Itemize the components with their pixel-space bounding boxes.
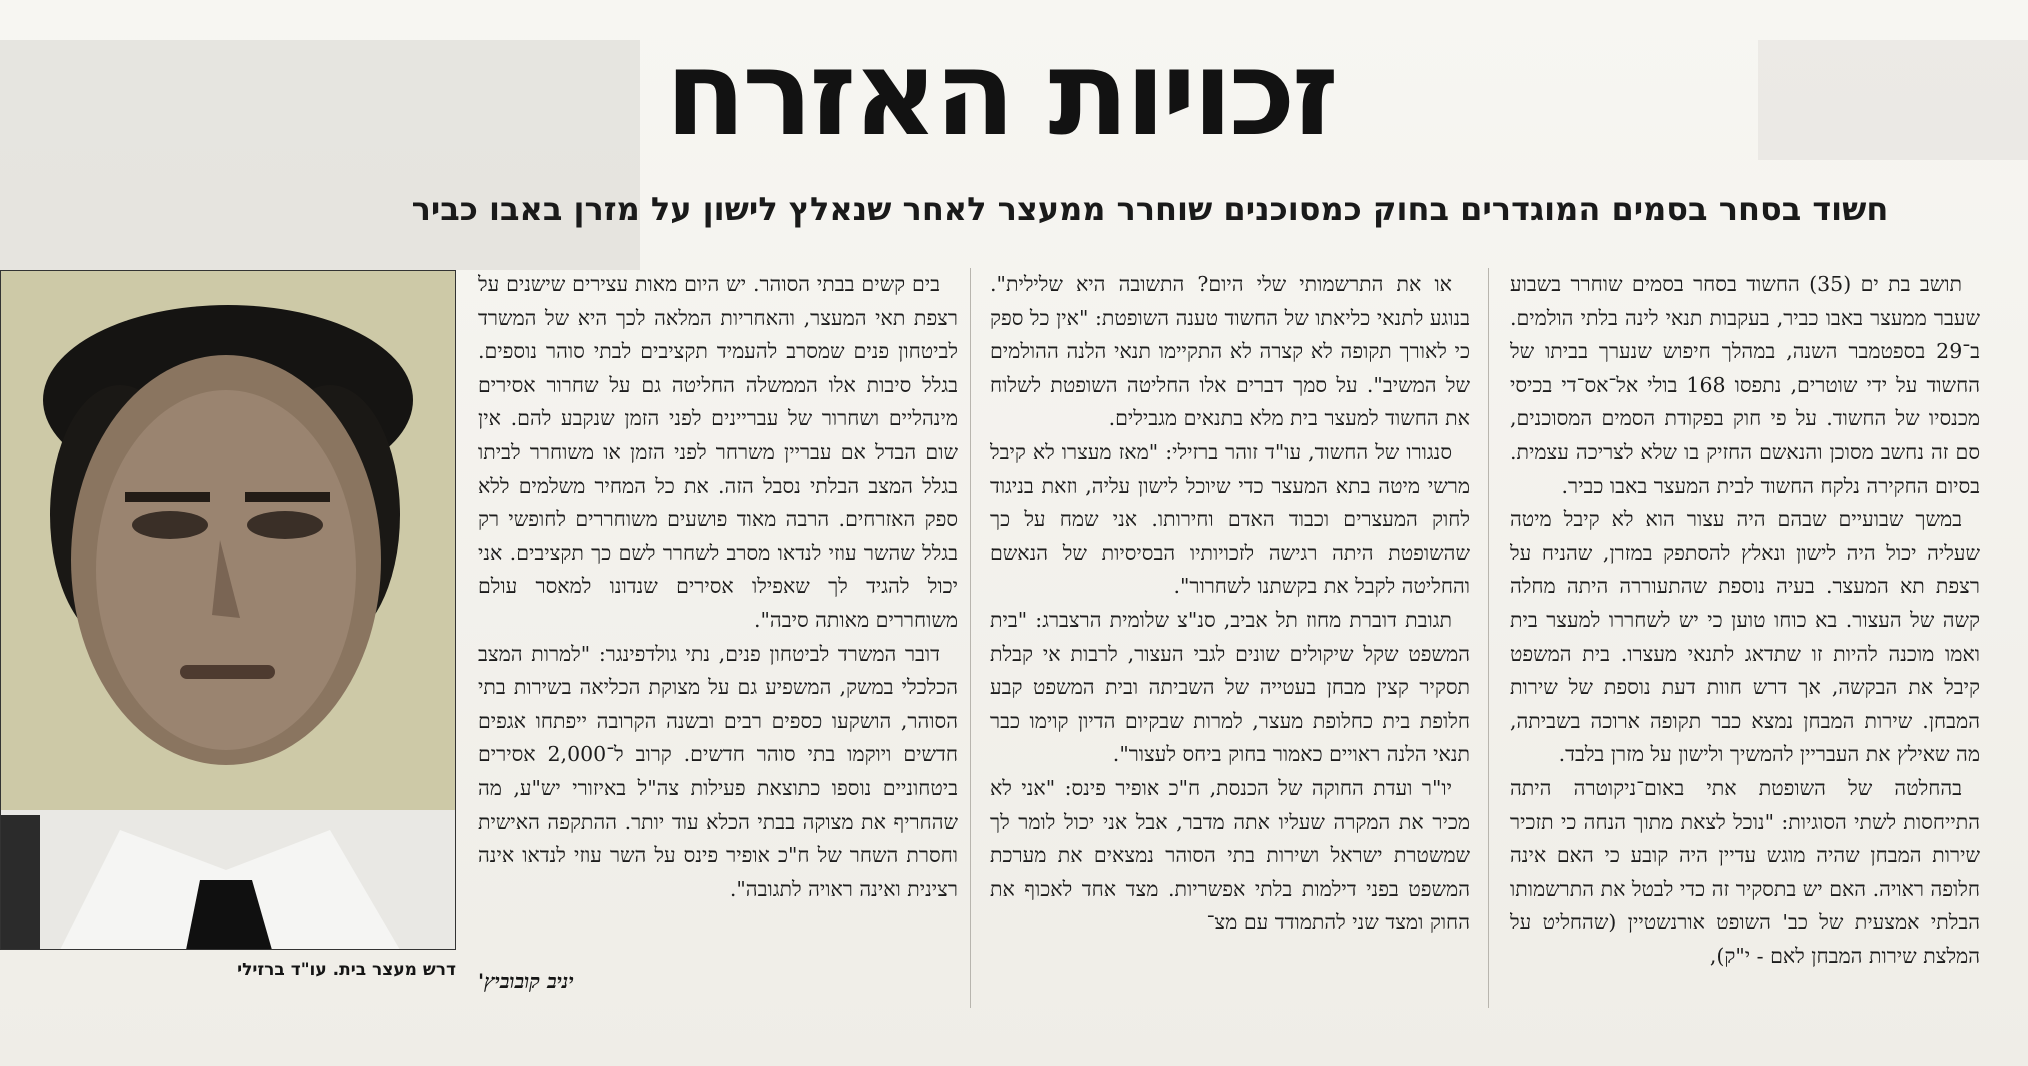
- paragraph: תושב בת ים (35) החשוד בסחר בסמים שוחרר בשבוע שעבר ממעצר באבו כביר, בעקבות תנאי לינה בלתי הולמים. ב־29 בספטמבר השנה, במהלך חיפוש שנערך בביתו של החשוד על ידי שוטרים, נתפסו 168 בולי אל־אס־די בכיסי מכנסיו של החשוד. על פי חוק בפקודת הסמים המסוכנים, סם זה נחשב מסוכן והנאשם החזיק בו שלא לצריכה עצמית. בסיום החקירה נלקח החשוד לבית המעצר באבו כביר.: [1510, 272, 1980, 498]
- article-column-3: [478, 268, 958, 968]
- paragraph: בים קשים בבתי הסוהר. יש היום מאות עצירים שישנים על רצפת תאי המעצר, והאחריות המלאה לכך היא של המשרד לביטחון פנים שמסרב להעמיד תקציבים לבתי סוהר נוספים. בגלל סיבות אלו הממשלה החליטה גם על שחרור אסירים מינהליים ושחרור של עבריינים לפני הזמן שנקבע להם. אין שום הבדל אם עבריין משרחר לפני הזמן או משוחרר לביתו בגלל המצב הבלתי נסבל הזה. את כל המחיר משלמים ללא ספק האזרחים. הרבה מאוד פושעים משוחררים לחופשי רק בגלל שהשר עוזי לנדאו מסרב לשחרר לשם כך תקציבים. אני יכול להגיד לך שאפילו אסירים שנדונו למאסר עולם משוחררים מאותה סיבה".: [478, 272, 958, 632]
- paragraph: או את התרשמותי שלי היום? התשובה היא שלילית". בנוגע לתנאי כליאתו של החשוד טענה השופטת: "אין כל ספק כי לאורך תקופה לא קצרה לא התקיימו תנאי הלנה ההולמים של המשיב". על סמך דברים אלו החליטה השופטת לשלוח את החשוד למעצר בית מלא בתנאים מגבילים.: [990, 272, 1470, 431]
- paragraph: יו"ר ועדת החוקה של הכנסת, ח"כ אופיר פינס: "אני לא מכיר את המקרה שעליו אתה מדבר, אבל אני יכול לומר לך שמשטרת ישראל ושירות בתי הסוהר נמצאים את מערכת המשפט בפני דילמות בלתי אפשריות. מצד אחד לאכוף את החוק ומצד שני להתמודד עם מצ־: [990, 775, 1470, 935]
- paragraph: סנגורו של החשוד, עו"ד זוהר ברזילי: "מאז מעצרו לא קיבל מרשי מיטה בתא המעצר כדי שיוכל לישון עליה, וזאת בניגוד לחוק המעצרים וכבוד האדם וחירותו. אני שמח על כך שהשופטת היתה רגישה לזכויותיו הבסיסיות של הנאשם והחליטה לקבל את בקשתנו לשחרור".: [990, 439, 1470, 599]
- subheadline: חשוד בסחר בסמים המוגדרים בחוק כמסוכנים שוחרר ממעצר לאחר שנאלץ לישון על מזרן באבו כביר: [411, 190, 1889, 228]
- paragraph: בהחלטה של השופטת אתי באום־ניקוטרה היתה התייחסות לשתי הסוגיות: "נוכל לצאת מתוך הנחה כי תזכיר שירות המבחן שהיה מוגש עדיין היה קובע כי האם אינה חלופה ראויה. האם יש בתסקיר זה כדי לבטל את התרשמותו הבלתי אמצעית של כב' השופט אורנשטיין (שהחליט על המלצת שירות המבחן לאם - י"ק),: [1510, 775, 1980, 968]
- adjacent-clipping-right: [1758, 40, 2028, 160]
- paragraph: דובר המשרד לביטחון פנים, נתי גולדפינגר: "למרות המצב הכלכלי במשק, המשפיע גם על מצוקת הכליאה בשירות בתי הסוהר, הושקעו כספים רבים ובשנה הקרובה ייפתחו אגפים חדשים ויוקמו בתי סוהר חדשים. קרוב ל־2,000 אסירים ביטחוניים נוספו כתוצאת פעילות צה"ל באיזורי יש"ע, מה שהחריף את מצוקה בבתי הכלא עוד יותר. ההתקפה האישית וחסרת השחר של ח"כ אופיר פינס על השר עוזי לנדאו אינה רצינית ואינה ראויה לתגובה".: [478, 641, 958, 901]
- headline: זכויות האזרח: [665, 24, 1335, 162]
- lawyer-portrait-photo: [0, 270, 456, 950]
- column-divider: [1488, 268, 1489, 1008]
- column-divider: [970, 268, 971, 1008]
- article-column-2: [990, 268, 1470, 968]
- byline: יניב קובוביץ': [478, 969, 574, 993]
- adjacent-clipping-top: [0, 40, 640, 270]
- photo-caption: דרש מעצר בית. עו"ד ברזילי: [237, 960, 456, 980]
- article-column-1: [1510, 268, 1980, 968]
- paragraph: במשך שבועיים שבהם היה עצור הוא לא קיבל מיטה שעליה יכול היה לישון ונאלץ להסתפק במזרן, שהניח על רצפת תא המעצר. בעיה נוספת שהתעוררה היתה מחלה קשה של העצור. בא כוחו טוען כי יש לשחררו למעצר בית ואמו מוכנה להיות זו שתדאג לתנאי מעצרו. בית המשפט קיבל את הבקשה, אך דרש חוות דעת נוספת של שירות המבחן. שירות המבחן נמצא כבר תקופה ארוכה בשביתה, מה שאילץ את העבריין להמשיך ולישון על מזרן בלבד.: [1510, 507, 1980, 767]
- paragraph: תגובת דוברת מחוז תל אביב, סנ"צ שלומית הרצברג: "בית המשפט שקל שיקולים שונים לגבי העצור, לרבות אי קבלת תסקיר קצין מבחן בעטייה של השביתה ובית המשפט קבע חלופת בית כחלופת מעצר, למרות שבקיום הדיון קוימו כבר תנאי הלנה ראויים כאמור בחוק ביחס לעצור".: [990, 607, 1470, 767]
